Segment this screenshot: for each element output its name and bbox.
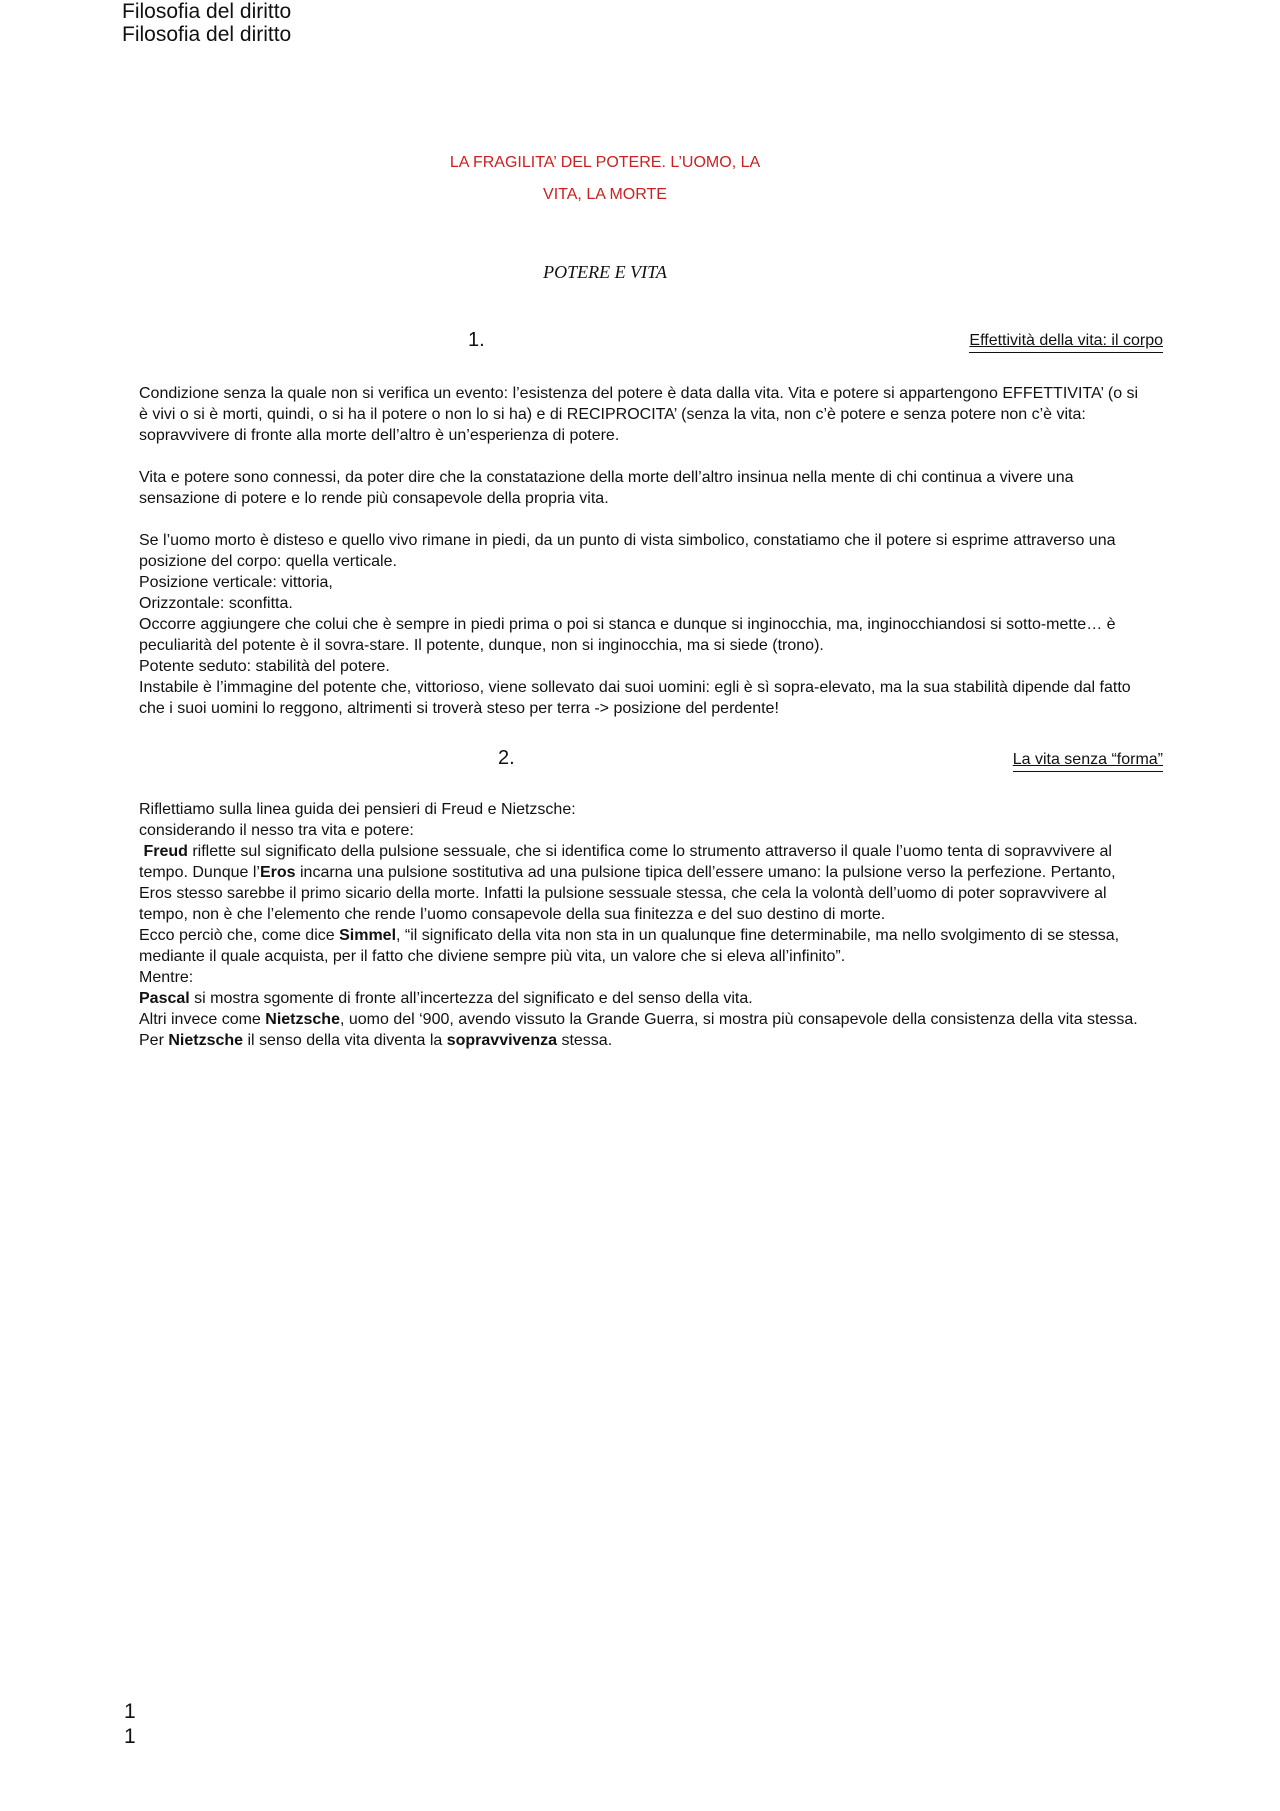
chapter-subtitle: POTERE E VITA bbox=[543, 262, 667, 282]
bold-term: sopravvivenza bbox=[446, 1032, 557, 1049]
paragraph bbox=[139, 841, 1149, 925]
paragraph: Se l’uomo morto è disteso e quello vivo rimane in piedi, da un punto di vista simbolico, constatiamo che il potere si esprime attraverso una posizione del corpo: quella verticale. bbox=[139, 532, 1116, 570]
page-footer bbox=[124, 1699, 136, 1749]
text-run: Altri invece come bbox=[139, 1011, 266, 1028]
text-run: incarna una pulsione sostitutiva ad una pulsione tipica dell’essere umano: la pulsione verso la perfezione. Pertanto, Eros stesso sarebbe il primo sicario della morte. Infatti la pulsione sessuale stessa, che cela la volontà dell’uomo di poter sopravvivere al tempo, non è che l’elemento che rende l’uomo consapevole della sua finitezza e del suo destino di morte. bbox=[139, 864, 1116, 923]
text-run: si mostra sgomente di fronte all’incertezza del significato e del senso della vita. bbox=[189, 990, 753, 1007]
bold-term: Pascal bbox=[139, 990, 190, 1007]
text-run: riflette sul significato della pulsione sessuale, che si identifica come lo strumento attraverso il quale l’uomo tenta di sopravvivere al tempo. Dunque l’ bbox=[139, 843, 1112, 881]
page-header bbox=[122, 0, 291, 46]
paragraph: Posizione verticale: vittoria, bbox=[139, 574, 333, 591]
paragraph: Riflettiamo sulla linea guida dei pensieri di Freud e Nietzsche: bbox=[139, 801, 576, 818]
section-1-title: Effettività della vita: il corpo bbox=[969, 330, 1163, 353]
document-title bbox=[430, 147, 780, 211]
paragraph: Mentre: bbox=[139, 969, 194, 986]
text-run: stessa. bbox=[557, 1032, 613, 1049]
title-line-2: VITA, LA MORTE bbox=[543, 186, 667, 203]
paragraph: Instabile è l’immagine del potente che, vittorioso, viene sollevato dai suoi uomini: egli è sì sopra-elevato, ma la sua stabilità dipende dal fatto che i suoi uomini lo reggono, altrimenti si troverà steso per terra -> posizione del perdente! bbox=[139, 679, 1131, 717]
bold-term: Nietzsche bbox=[168, 1032, 244, 1049]
paragraph: Orizzontale: sconfitta. bbox=[139, 595, 293, 612]
bold-term: Eros bbox=[259, 864, 296, 881]
paragraph: Potente seduto: stabilità del potere. bbox=[139, 658, 390, 675]
paragraph: Occorre aggiungere che colui che è sempre in piedi prima o poi si stanca e dunque si inginocchia, ma, inginocchiandosi si sotto-mette… è peculiarità del potente è il sovra-stare. Il potente, dunque, non si inginocchia, ma si siede (trono). bbox=[139, 616, 1116, 654]
paragraph bbox=[139, 988, 1149, 1009]
section-2-title: La vita senza “forma” bbox=[1013, 749, 1163, 772]
section-2-number: 2. bbox=[498, 747, 515, 769]
section-2-body bbox=[139, 799, 1149, 1051]
text-run: il senso della vita diventa la bbox=[243, 1032, 447, 1049]
paragraph: considerando il nesso tra vita e potere: bbox=[139, 822, 414, 839]
paragraph bbox=[139, 925, 1149, 967]
header-line-1: Filosofia del diritto bbox=[122, 0, 292, 23]
paragraph: Vita e potere sono connessi, da poter dire che la constatazione della morte dell’altro insinua nella mente di chi continua a vivere una sensazione di potere e lo rende più consapevole della propria vita. bbox=[139, 469, 1074, 507]
title-line-1: LA FRAGILITA’ DEL POTERE. L’UOMO, LA bbox=[449, 154, 761, 171]
page-number: 1 bbox=[124, 1700, 136, 1723]
section-1-body bbox=[139, 383, 1149, 719]
text-run: , “il significato della vita non sta in un qualunque fine determinabile, ma nello svolgimento di se stessa, mediante il quale acquista, per il fatto che diviene sempre più vita, un valore che si eleva all’infinito”. bbox=[139, 927, 1120, 965]
paragraph bbox=[139, 1009, 1149, 1051]
bold-term: Freud bbox=[143, 843, 188, 860]
bold-term: Nietzsche bbox=[265, 1011, 340, 1028]
section-1-number: 1. bbox=[468, 329, 485, 351]
bold-term: Simmel bbox=[339, 927, 397, 944]
text-run: , uomo del ‘900, avendo vissuto la Grande Guerra, si mostra più consapevole della consistenza della vita stessa. Per bbox=[139, 1011, 1138, 1049]
text-run: Ecco perciò che, come dice bbox=[139, 927, 340, 944]
paragraph: Condizione senza la quale non si verifica un evento: l’esistenza del potere è data dalla vita. Vita e potere si appartengono EFFETTIVITA’ (o si è vivi o si è morti, quindi, o si ha il potere o non lo si ha) e di RECIPROCITA’ (senza la vita, non c’è potere e senza potere non c’è vita: sopravvivere di fronte alla morte dell’altro è un’esperienza di potere. bbox=[139, 385, 1139, 444]
page-number: 1 bbox=[124, 1725, 136, 1748]
header-line-2: Filosofia del diritto bbox=[122, 23, 292, 46]
